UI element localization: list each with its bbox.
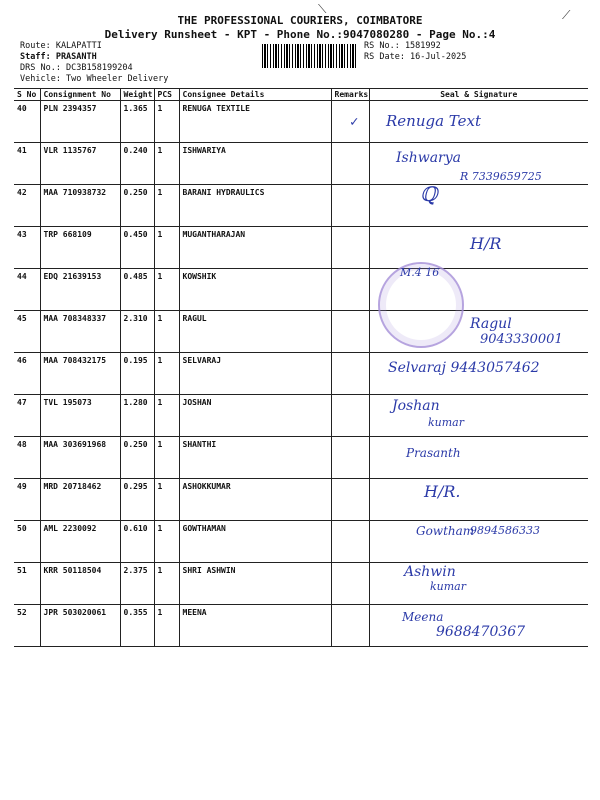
remarks-cell: [331, 563, 369, 605]
pieces: 1: [154, 563, 179, 605]
pieces: 1: [154, 521, 179, 563]
consignee-name: KOWSHIK: [179, 269, 331, 311]
seal-signature-cell: [369, 437, 588, 479]
col-consignment: Consignment No: [40, 89, 120, 101]
remarks-cell: [331, 521, 369, 563]
table-row: [14, 563, 588, 605]
consignment-number: AML 2230092: [40, 521, 120, 563]
weight: 0.240: [120, 143, 154, 185]
row-sno: 41: [14, 143, 40, 185]
remarks-cell: [331, 353, 369, 395]
weight: 0.250: [120, 185, 154, 227]
row-sno: 43: [14, 227, 40, 269]
runsheet-meta-left: [20, 41, 168, 85]
table-row: [14, 101, 588, 143]
signature-41-phone: R 7339659725: [460, 170, 542, 183]
seal-signature-cell: [369, 185, 588, 227]
consignment-number: KRR 50118504: [40, 563, 120, 605]
col-sno: S No: [14, 89, 40, 101]
consignee-name: SELVARAJ: [179, 353, 331, 395]
table-row: [14, 185, 588, 227]
signature-47: Joshan: [392, 398, 440, 414]
table-row: [14, 437, 588, 479]
remarks-cell: [331, 605, 369, 647]
consignee-name: BARANI HYDRAULICS: [179, 185, 331, 227]
remarks-cell: [331, 479, 369, 521]
pieces: 1: [154, 605, 179, 647]
weight: 0.355: [120, 605, 154, 647]
consignee-name: JOSHAN: [179, 395, 331, 437]
weight: 0.250: [120, 437, 154, 479]
row-sno: 47: [14, 395, 40, 437]
row-sno: 49: [14, 479, 40, 521]
consignment-number: JPR 503020061: [40, 605, 120, 647]
signature-48: Prasanth: [406, 446, 461, 460]
pen-mark: ⟋: [562, 8, 571, 22]
staff: Staff: PRASANTH: [20, 52, 97, 62]
signature-52-phone: 9688470367: [436, 624, 526, 640]
rs-date: RS Date: 16-Jul-2025: [364, 52, 467, 62]
consignment-number: MAA 303691968: [40, 437, 120, 479]
runsheet-subtitle: Delivery Runsheet - KPT - Phone No.:9047080280 - Page No.:4: [104, 28, 496, 41]
table-header-row: [14, 89, 588, 101]
weight: 0.610: [120, 521, 154, 563]
signature-46: Selvaraj 9443057462: [388, 360, 540, 376]
signature-45: Ragul: [470, 316, 512, 332]
pieces: 1: [154, 479, 179, 521]
pieces: 1: [154, 437, 179, 479]
seal-signature-cell: [369, 479, 588, 521]
weight: 0.485: [120, 269, 154, 311]
col-weight: Weight: [120, 89, 154, 101]
pieces: 1: [154, 143, 179, 185]
col-consignee: Consignee Details: [179, 89, 331, 101]
consignee-name: GOWTHAMAN: [179, 521, 331, 563]
consignment-number: PLN 2394357: [40, 101, 120, 143]
table-row: [14, 395, 588, 437]
signature-47-kumar: kumar: [428, 416, 464, 429]
weight: 0.450: [120, 227, 154, 269]
row-sno: 40: [14, 101, 40, 143]
signature-43: H/R: [470, 234, 502, 253]
signature-49: H/R.: [424, 482, 461, 501]
vehicle: Vehicle: Two Wheeler Delivery: [20, 74, 169, 84]
table-row: [14, 479, 588, 521]
signature-40: Renuga Text: [386, 112, 482, 130]
row-sno: 51: [14, 563, 40, 605]
pen-mark: ⟍: [318, 2, 327, 16]
remarks-cell: [331, 395, 369, 437]
route: Route: KALAPATTI: [20, 41, 102, 51]
runsheet-meta-right: [364, 41, 466, 63]
pieces: 1: [154, 185, 179, 227]
table-row: [14, 269, 588, 311]
company-title: THE PROFESSIONAL COURIERS, COIMBATORE: [177, 14, 423, 27]
row-sno: 50: [14, 521, 40, 563]
weight: 0.195: [120, 353, 154, 395]
pieces: 1: [154, 269, 179, 311]
remarks-cell: [331, 269, 369, 311]
rs-number: RS No.: 1581992: [364, 41, 441, 51]
remarks-cell: [331, 185, 369, 227]
pieces: 1: [154, 395, 179, 437]
signature-42: ℚ: [420, 182, 438, 206]
consignee-name: MEENA: [179, 605, 331, 647]
col-seal-signature: Seal & Signature: [369, 89, 588, 101]
consignment-number: TRP 668109: [40, 227, 120, 269]
consignment-number: MAA 708432175: [40, 353, 120, 395]
table-row: [14, 227, 588, 269]
remarks-cell: [331, 437, 369, 479]
consignment-number: MAA 710938732: [40, 185, 120, 227]
pieces: 1: [154, 101, 179, 143]
row-sno: 48: [14, 437, 40, 479]
remarks-cell: [331, 227, 369, 269]
weight: 2.375: [120, 563, 154, 605]
weight: 1.365: [120, 101, 154, 143]
consignee-name: RAGUL: [179, 311, 331, 353]
row-sno: 42: [14, 185, 40, 227]
consignee-name: RENUGA TEXTILE: [179, 101, 331, 143]
remarks-cell: [331, 311, 369, 353]
consignment-number: TVL 195073: [40, 395, 120, 437]
consignment-number: MAA 708348337: [40, 311, 120, 353]
row-sno: 46: [14, 353, 40, 395]
remarks-cell: [331, 143, 369, 185]
seal-signature-cell: [369, 563, 588, 605]
drs-number: DRS No.: DC3B158199204: [20, 63, 133, 73]
signature-52: Meena: [402, 610, 444, 624]
pieces: 1: [154, 311, 179, 353]
col-remarks: Remarks: [331, 89, 369, 101]
signature-51: Ashwin: [404, 564, 456, 580]
pieces: 1: [154, 227, 179, 269]
consignee-name: ISHWARIYA: [179, 143, 331, 185]
consignment-number: MRD 20718462: [40, 479, 120, 521]
barcode: [262, 44, 358, 68]
check-mark-icon: ✓: [350, 114, 359, 130]
signature-45-phone: 9043330001: [480, 332, 563, 347]
consignee-name: SHRI ASHWIN: [179, 563, 331, 605]
pieces: 1: [154, 353, 179, 395]
consignee-name: ASHOKKUMAR: [179, 479, 331, 521]
weight: 1.280: [120, 395, 154, 437]
col-pcs: PCS: [154, 89, 179, 101]
consignment-number: VLR 1135767: [40, 143, 120, 185]
signature-50: Gowtham: [416, 524, 475, 538]
weight: 2.310: [120, 311, 154, 353]
signature-50-phone: 9894586333: [470, 524, 540, 537]
consignment-number: EDQ 21639153: [40, 269, 120, 311]
row-sno: 44: [14, 269, 40, 311]
signature-51-kumar: kumar: [430, 580, 466, 593]
row-sno: 45: [14, 311, 40, 353]
row-sno: 52: [14, 605, 40, 647]
signature-41: Ishwarya: [396, 150, 462, 166]
signature-44: M.4 16: [400, 266, 440, 279]
consignee-name: SHANTHI: [179, 437, 331, 479]
weight: 0.295: [120, 479, 154, 521]
consignee-name: MUGANTHARAJAN: [179, 227, 331, 269]
